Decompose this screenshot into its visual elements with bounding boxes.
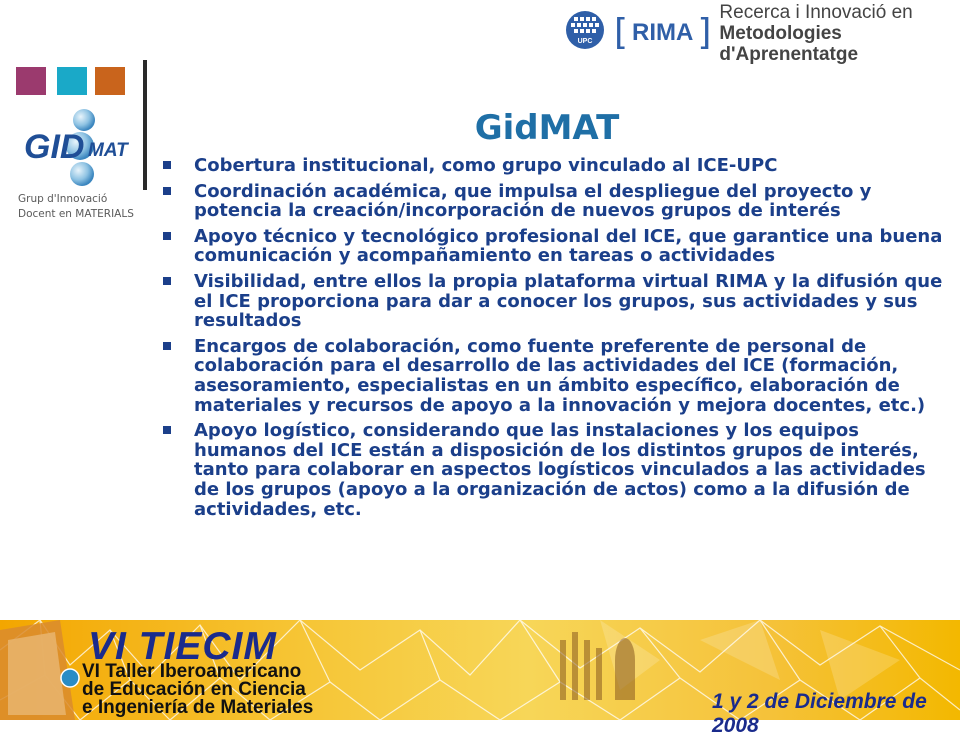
square-bullet-icon bbox=[163, 187, 171, 195]
rima-tagline-2: Metodologies d'Aprenentatge bbox=[719, 22, 859, 65]
banner-line-3: e Ingeniería de Materiales bbox=[82, 697, 314, 718]
rima-name: RIMA bbox=[632, 19, 694, 46]
banner-line-2: de Educación en Ciencia bbox=[82, 679, 306, 700]
square-bullet-icon bbox=[163, 277, 171, 285]
slide-title: GidMAT bbox=[474, 108, 620, 148]
banner-date: 1 y 2 de Diciembre de 2008 bbox=[712, 690, 927, 737]
logo-square-orange bbox=[95, 67, 125, 95]
banner-line-1: VI Taller Iberoamericano bbox=[82, 661, 302, 682]
square-bullet-icon bbox=[163, 161, 171, 169]
square-bullet-icon bbox=[163, 426, 171, 434]
logo-square-cyan bbox=[57, 67, 87, 95]
bullet-content bbox=[160, 156, 952, 525]
logo-square-purple bbox=[16, 67, 46, 95]
logo-subtitle bbox=[18, 192, 134, 222]
square-bullet-icon bbox=[163, 232, 171, 240]
svg-text:GID: GID bbox=[24, 128, 85, 166]
square-bullet-icon bbox=[163, 342, 171, 350]
svg-text:MAT: MAT bbox=[88, 140, 128, 161]
logo-subtitle-line2: Docent en MATERIALS bbox=[18, 208, 134, 220]
bullet-item: Visibilidad, entre ellos la propia plataforma virtual RIMA y la difusión que el ICE proporciona para dar a conocer los grupos, sus actividades y sus resultados bbox=[160, 272, 952, 331]
banner-title: VI TIECIM bbox=[88, 625, 277, 668]
banner-subtitle bbox=[82, 663, 313, 717]
bullet-item: Apoyo logístico, considerando que las instalaciones y los equipos humanos del ICE están a disposición de los distintos grupos de interés, tanto para colaborar en aspectos logísticos vinculados a las actividades de los grupos (apoyo a la organización de actos) como a la difusión de actividades, etc. bbox=[160, 421, 952, 519]
bullet-item: Encargos de colaboración, como fuente preferente de personal de colaboración para el desarrollo de las actividades del ICE (formación, asesoramiento, especialistas en un ámbito específico, elaboración de materiales y recursos de apoyo a la innovación y mejora docentes, etc.) bbox=[160, 337, 952, 415]
bullet-list bbox=[160, 156, 952, 519]
bullet-item: Apoyo técnico y tecnológico profesional del ICE, que garantice una buena comunicación y acompañamiento en tareas o actividades bbox=[160, 227, 952, 266]
upc-label: UPC bbox=[577, 38, 593, 45]
rima-header: [ RIMA ] Recerca i Innovació en Metodologies d'Aprenentatge bbox=[614, 12, 960, 54]
logo-subtitle-line1: Grup d'Innovació bbox=[18, 193, 108, 205]
upc-logo bbox=[565, 10, 605, 50]
bullet-item: Cobertura institucional, como grupo vinculado al ICE-UPC bbox=[160, 156, 952, 176]
rima-tagline-1: Recerca i Innovació en bbox=[719, 1, 913, 23]
bullet-item: Coordinación académica, que impulsa el despliegue del proyecto y potencia la creación/incorporación de nuevos grupos de interés bbox=[160, 182, 952, 221]
